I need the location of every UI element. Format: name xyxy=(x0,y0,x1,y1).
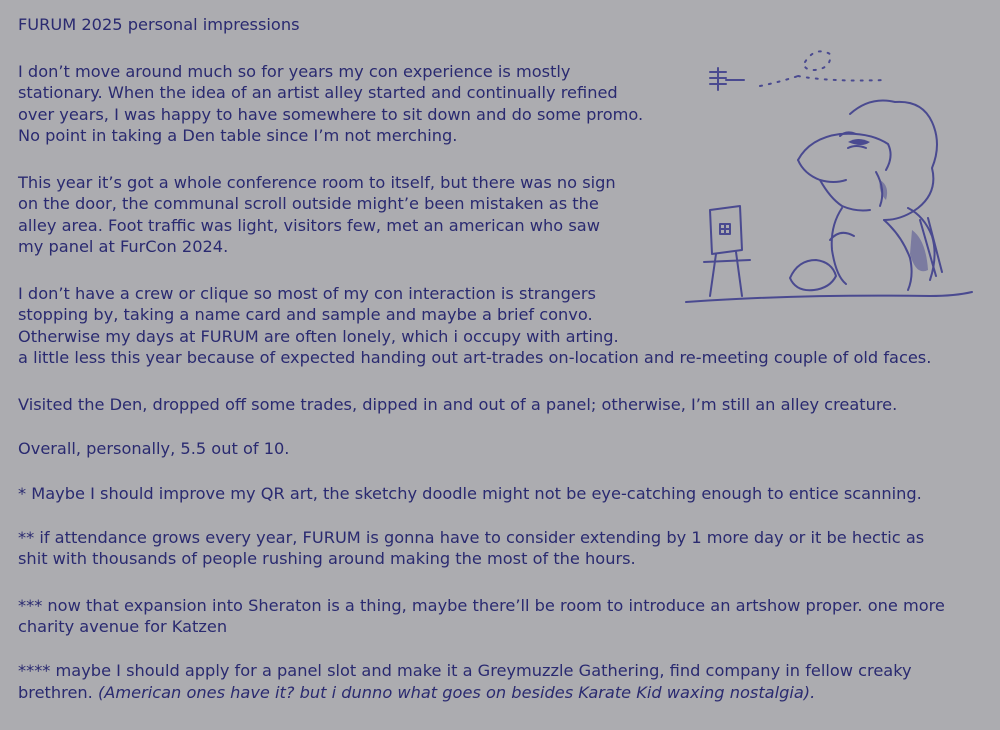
dotted-flight-path xyxy=(760,51,885,86)
paragraph-3-line-3: Otherwise my days at FURUM are often lonely, which i occupy with arting. xyxy=(18,327,619,346)
paragraph-3-line-1: I don’t have a crew or clique so most of my con interaction is strangers xyxy=(18,284,596,303)
paragraph-3-line-2: stopping by, taking a name card and sample and maybe a brief convo. xyxy=(18,305,593,324)
note-3-line-2: charity avenue for Katzen xyxy=(18,617,228,636)
dragonfly-icon xyxy=(710,68,744,90)
paragraph-1-line-2: stationary. When the idea of an artist alley started and continually refined xyxy=(18,83,618,102)
paragraph-5-rating: Overall, personally, 5.5 out of 10. xyxy=(18,439,290,458)
note-4-line-1: **** maybe I should apply for a panel slot and make it a Greymuzzle Gathering, find company in fellow creaky xyxy=(18,661,912,680)
paragraph-2-line-2: on the door, the communal scroll outside might’e been mistaken as the xyxy=(18,194,599,213)
paragraph-2-line-4: my panel at FurCon 2024. xyxy=(18,237,229,256)
paragraph-4: Visited the Den, dropped off some trades, dipped in and out of a panel; otherwise, I’m still an alley creature. xyxy=(18,395,898,414)
document-title: FURUM 2025 personal impressions xyxy=(18,15,300,34)
paragraph-2-line-3: alley area. Foot traffic was light, visitors few, met an american who saw xyxy=(18,216,600,235)
lion-head xyxy=(798,101,937,221)
paragraph-1-line-4: No point in taking a Den table since I’m not merching. xyxy=(18,126,458,145)
note-4-italic-aside: (American ones have it? but i dunno what goes on besides Karate Kid waxing nostalgia). xyxy=(97,683,816,702)
table-line xyxy=(686,292,972,302)
note-1: * Maybe I should improve my QR art, the sketchy doodle might not be eye-catching enough to entice scanning. xyxy=(18,484,922,503)
paragraph-1-line-3: over years, I was happy to have somewhere to sit down and do some promo. xyxy=(18,105,644,124)
note-4-line-2 xyxy=(18,682,815,703)
note-2-line-1: ** if attendance grows every year, FURUM is gonna have to consider extending by 1 more day or it be hectic as xyxy=(18,528,925,547)
easel-icon xyxy=(704,206,750,296)
note-4-plain-text: brethren. xyxy=(18,683,98,702)
paragraph-3-line-4: a little less this year because of expected handing out art-trades on-location and re-meeting couple of old faces. xyxy=(18,348,932,367)
note-3-line-1: *** now that expansion into Sheraton is a thing, maybe there’ll be room to introduce an artshow proper. one more xyxy=(18,596,945,615)
lion-eye-icon xyxy=(848,139,928,271)
note-2-line-2: shit with thousands of people rushing around making the most of the hours. xyxy=(18,549,636,568)
paragraph-1-line-1: I don’t move around much so for years my con experience is mostly xyxy=(18,62,571,81)
paragraph-2-line-1: This year it’s got a whole conference room to itself, but there was no sign xyxy=(18,173,616,192)
lion-sketch-illustration xyxy=(680,40,980,315)
